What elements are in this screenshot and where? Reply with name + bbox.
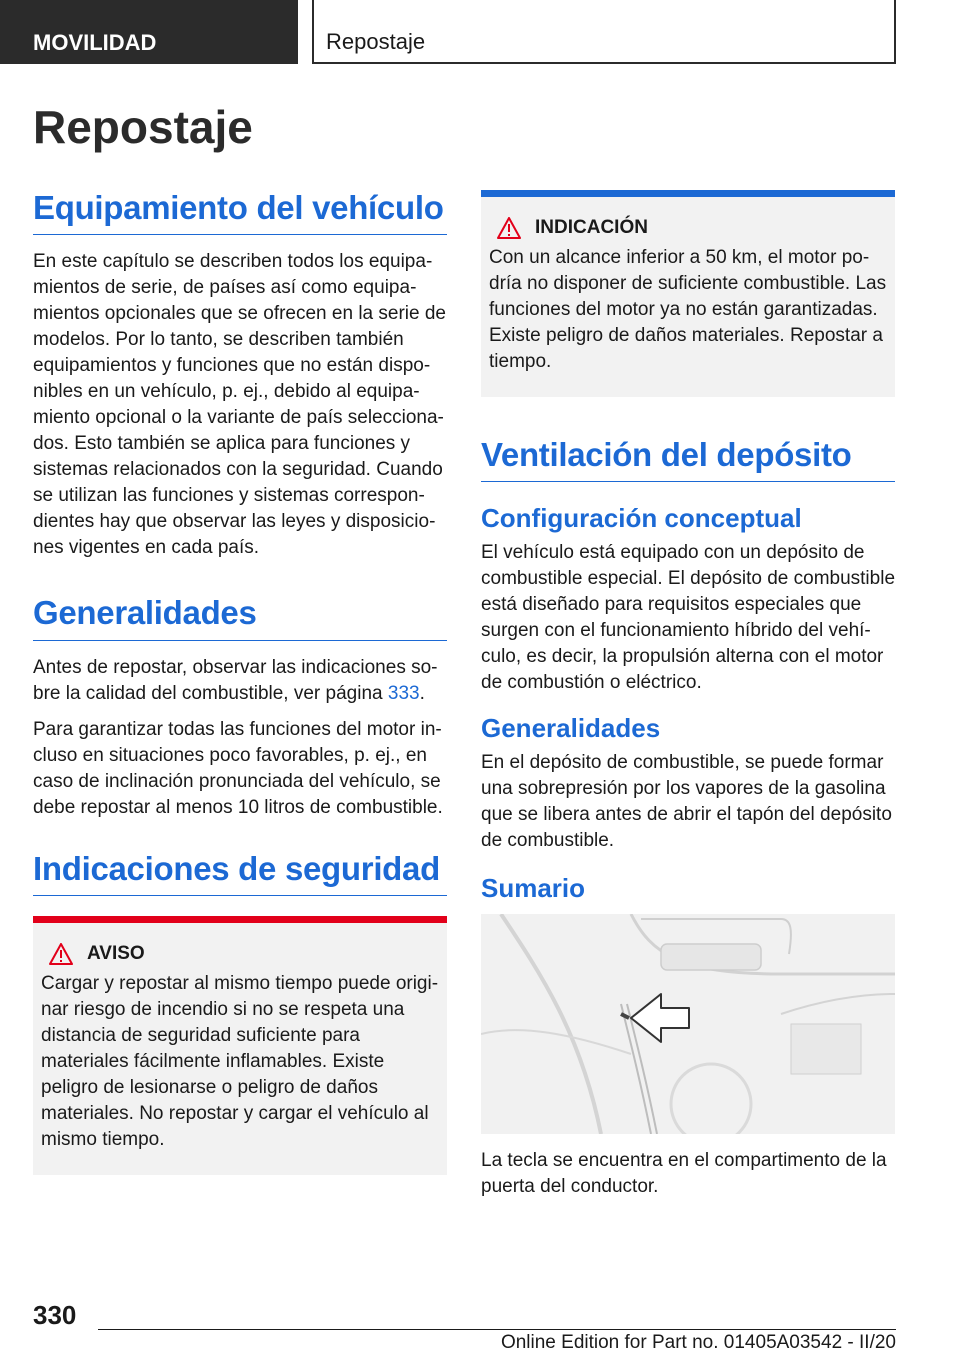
paragraph-configuracion: El vehículo está equipado con un depósito de combustible especial. El depósito de combustible está diseñado para requisitos especiales que surgen con el funcionamiento híbrido del vehículo, es decir, la propulsión alterna con el motor de combustión o eléctrico. bbox=[481, 542, 896, 694]
header-section bbox=[0, 0, 298, 64]
notice-aviso-body: Cargar y repostar al mismo tiempo puede originar riesgo de incendio si no se respeta una distancia de seguridad suficiente para materiales fácilmente inflamables. Existe peligro de lesionarse o peligro de daños materiales. No repostar y cargar el vehículo al mismo tiempo. bbox=[41, 972, 439, 1150]
paragraph-generalidades-2: Para garantizar todas las funciones del motor incluso en situaciones poco favorables, p. ej., en caso de inclinación pronunciada del vehículo, se debe repostar al menos 10 litros de combustible. bbox=[33, 718, 443, 818]
header-chapter-label: Repostaje bbox=[326, 29, 426, 54]
paragraph-generalidades-1-end: . bbox=[419, 682, 425, 704]
footer-divider bbox=[98, 1329, 896, 1330]
notice-indicacion-body: Con un alcance inferior a 50 km, el motor podría no disponer de suficiente combustible. Las funciones del motor ya no están garantizadas. Existe peligro de daños materiales. Repostar a tiempo. bbox=[489, 247, 887, 372]
paragraph-generalidades-1 bbox=[33, 655, 447, 707]
figure-caption: La tecla se encuentra en el compartimento de la puerta del conductor. bbox=[481, 1149, 887, 1197]
left-column bbox=[33, 190, 447, 1175]
warning-triangle-icon bbox=[497, 217, 521, 239]
page-link-333[interactable]: 333 bbox=[387, 682, 420, 704]
page-number: 330 bbox=[33, 1300, 77, 1330]
notice-indicacion-title: INDICACIÓN bbox=[535, 217, 648, 238]
page-title: Repostaje bbox=[33, 101, 253, 153]
heading-ventilacion: Ventilación del depósito bbox=[481, 437, 895, 482]
notice-indicacion-header bbox=[489, 217, 887, 239]
paragraph-generalidades-right: En el depósito de combustible, se puede formar una sobrepresión por los vapores de la gasolina que se libera antes de abrir el tapón del depósito de combustible. bbox=[481, 752, 892, 852]
paragraph-equipamiento: En este capítulo se describen todos los equipamientos de serie, de países así como equipamientos opcionales que se ofrecen en la serie de modelos. Por lo tanto, se describen también equipamientos y funciones que no están disponibles en un vehículo, p. ej., debido al equipamiento opcional o la variante de país seleccionados. Esto también se aplica para funciones y sistemas relacionados con la seguridad. Cuando se utilizan las funciones y sistemas correspondientes hay que observar las leyes y disposiciones vigentes en cada país. bbox=[33, 251, 446, 559]
notice-aviso-header bbox=[41, 943, 439, 965]
notice-aviso-title: AVISO bbox=[87, 942, 145, 964]
notice-aviso bbox=[33, 916, 447, 1175]
header-chapter bbox=[312, 0, 896, 64]
heading-configuracion: Configuración conceptual bbox=[481, 503, 802, 534]
paragraph-generalidades-1-text: Antes de repostar, observar las indicaciones sobre la calidad del combustible, ver página bbox=[33, 656, 438, 704]
figure-door-compartment bbox=[481, 914, 895, 1134]
warning-triangle-icon bbox=[49, 943, 73, 965]
right-column bbox=[481, 190, 895, 1210]
heading-generalidades-right: Generalidades bbox=[481, 713, 661, 744]
door-compartment-illustration bbox=[481, 914, 895, 1134]
heading-equipamiento: Equipamiento del vehículo bbox=[33, 190, 447, 235]
footer-edition: Online Edition for Part no. 01405A03542 - II/20 bbox=[500, 1332, 896, 1353]
heading-generalidades: Generalidades bbox=[33, 595, 447, 640]
heading-seguridad: Indicaciones de seguridad bbox=[33, 851, 447, 896]
header-section-label: MOVILIDAD bbox=[33, 30, 157, 55]
notice-indicacion bbox=[481, 190, 895, 397]
heading-sumario: Sumario bbox=[481, 873, 586, 904]
